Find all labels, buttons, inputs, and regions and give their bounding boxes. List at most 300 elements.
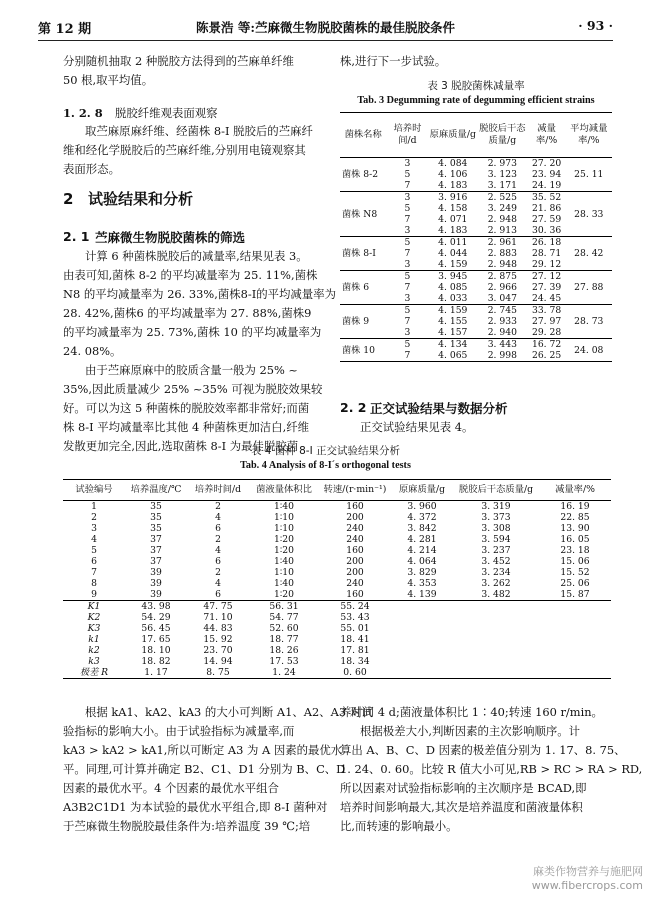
table-cell: 4. 183 — [438, 180, 468, 191]
running-title: 陈景浩 等:苎麻微生物脱胶菌株的最佳脱胶条件 — [196, 20, 455, 35]
table4-caption-cn: 表 4 菌种 8-I 正交试验结果分析 — [250, 445, 401, 457]
table-cell: 18. 10 — [141, 645, 171, 656]
summary-row — [63, 634, 611, 645]
watermark-line: www.fibercrops.com — [531, 879, 643, 892]
table-cell: 3 — [404, 192, 411, 203]
table-cell: 1 — [91, 501, 97, 512]
table-cell: 3. 945 — [438, 271, 468, 282]
table-cell: 4. 044 — [438, 248, 468, 259]
table-cell: 3. 171 — [487, 180, 517, 191]
table-cell: 37 — [150, 556, 162, 567]
table-cell: 8 — [91, 578, 97, 589]
table-cell: 4. 214 — [407, 545, 437, 556]
col-header: 菌株名称 — [344, 129, 382, 140]
table-cell: 16. 72 — [531, 339, 562, 350]
table-cell: 3. 960 — [407, 501, 437, 512]
body-line: 取苎麻原麻纤维、经菌株 8-I 脱胶后的苎麻纤 — [85, 124, 313, 138]
table-3 — [340, 112, 612, 362]
body-line: 28. 42%,菌株6 的平均减量率为 27. 88%,菌株9 — [63, 306, 312, 320]
average-cell: 28. 42 — [574, 248, 604, 259]
table-cell: 3. 842 — [407, 523, 437, 534]
summary-row — [63, 645, 611, 656]
table-cell: 18. 77 — [269, 634, 299, 645]
body-line: 计算 6 种菌株脱胶后的减量率,结果见表 3。 — [85, 249, 308, 263]
table-cell: 43. 98 — [141, 601, 171, 612]
table-cell: 5 — [404, 169, 411, 180]
strain-cell: 菌株 9 — [342, 316, 370, 327]
col-header: 转速/(r·min⁻¹) — [323, 484, 387, 495]
table-cell: 5 — [404, 271, 411, 282]
table-cell: 3. 237 — [481, 545, 511, 556]
empty-cell — [539, 645, 611, 656]
table-cell: 15. 92 — [203, 634, 233, 645]
body-line: N8 的平均减量率为 26. 33%,菌株8-I的平均减量率为 — [63, 287, 336, 301]
table-cell: 3 — [404, 293, 411, 304]
table-4 — [63, 479, 611, 679]
col-header: 脱胶后干态质量/g — [458, 484, 534, 495]
table-cell: 7 — [404, 180, 411, 191]
body-line: 株,进行下一步试验。 — [340, 54, 447, 68]
table-cell: 160 — [346, 589, 364, 600]
table-cell: 35 — [150, 512, 162, 523]
table-cell: 3. 234 — [481, 567, 511, 578]
section-number: 2. 1 — [63, 229, 90, 244]
summary-row — [63, 667, 611, 679]
col-header: 培养温度/℃ — [130, 484, 182, 495]
strain-cell: 菌株 8-I — [342, 248, 376, 259]
section-number: 2 — [63, 190, 74, 208]
table-cell: 2. 948 — [487, 259, 517, 270]
section-number: 1. 2. 8 — [63, 106, 103, 120]
table-cell: 2 — [215, 501, 221, 512]
table-row — [63, 556, 611, 567]
table-cell: 4. 159 — [438, 259, 468, 270]
table-cell: 5 — [91, 545, 97, 556]
table-cell: 18. 82 — [141, 656, 171, 667]
table-cell: 35 — [150, 523, 162, 534]
table-cell: 29. 12 — [531, 259, 562, 270]
body-line: 分别随机抽取 2 种脱胶方法得到的苎麻单纤维 — [63, 54, 294, 68]
empty-cell — [539, 612, 611, 623]
empty-cell — [391, 612, 453, 623]
table-cell: 37 — [150, 545, 162, 556]
table-cell: 2 — [91, 512, 97, 523]
table-cell: 7 — [404, 214, 411, 225]
section-heading: 试验结果和分析 — [88, 190, 194, 208]
empty-cell — [391, 656, 453, 667]
table-cell: 4. 084 — [438, 158, 468, 169]
table-cell: 4 — [215, 512, 221, 523]
table-cell: 27. 39 — [531, 282, 562, 293]
strain-cell: 菌株 6 — [342, 282, 370, 293]
table-cell: 30. 36 — [531, 225, 562, 236]
summary-row — [63, 656, 611, 667]
table-cell: 3. 249 — [487, 203, 517, 214]
table-cell: 1∶10 — [274, 512, 294, 523]
table-cell: 4. 071 — [438, 214, 468, 225]
col-header: 菌液量体积比 — [256, 484, 312, 495]
table-cell: 3. 308 — [481, 523, 511, 534]
table-cell: 7 — [404, 350, 411, 361]
table-cell: 3 — [404, 327, 411, 338]
table-row — [63, 501, 611, 513]
table-cell: 4. 106 — [438, 169, 468, 180]
table-cell: 35. 52 — [531, 192, 562, 203]
body-line: 好。可以为这 5 种菌株的脱胶效率都非常好;而菌 — [63, 401, 310, 415]
table-cell: 240 — [346, 523, 364, 534]
row-label: K3 — [87, 623, 101, 634]
table-cell: 1. 24 — [272, 667, 296, 678]
empty-cell — [453, 634, 539, 645]
table-cell: 4. 281 — [407, 534, 437, 545]
body-line: 养时间 4 d;菌液量体积比 1∶40;转速 160 r/min。 — [340, 705, 603, 719]
table-cell: 1∶40 — [274, 501, 294, 512]
table-cell: 26. 25 — [531, 350, 562, 361]
table-cell: 7 — [404, 248, 411, 259]
body-line: 维和经化学脱胶后的苎麻纤维,分别用电镜观察其 — [63, 143, 306, 157]
table-cell: 200 — [346, 567, 364, 578]
average-cell: 28. 73 — [574, 316, 604, 327]
table-cell: 27. 20 — [531, 158, 562, 169]
table-cell: 0. 60 — [343, 667, 367, 678]
body-line: 50 根,取平均值。 — [63, 73, 154, 87]
table-cell: 39 — [150, 567, 162, 578]
body-line: 培养时间影响最大,其次是培养温度和菌液量体积 — [340, 800, 583, 814]
table-cell: 22. 85 — [560, 512, 590, 523]
table-cell: 2. 875 — [487, 271, 517, 282]
row-label: k3 — [88, 656, 100, 667]
table-cell: 1∶40 — [274, 578, 294, 589]
table-cell: 2. 745 — [487, 305, 517, 316]
table-cell: 23. 94 — [531, 169, 562, 180]
empty-cell — [453, 656, 539, 667]
strain-cell: 菌株 10 — [342, 344, 375, 356]
table-cell: 160 — [346, 545, 364, 556]
table-row — [63, 567, 611, 578]
table-cell: 3. 262 — [481, 578, 511, 589]
table-cell: 17. 81 — [340, 645, 370, 656]
table-cell: 6 — [91, 556, 97, 567]
table-cell: 3. 123 — [487, 169, 517, 180]
table-cell: 200 — [346, 512, 364, 523]
table-cell: 2. 933 — [487, 316, 517, 327]
body-line: kA3 > kA2 > kA1,所以可断定 A3 为 A 因素的最优水 — [63, 743, 343, 757]
empty-cell — [453, 612, 539, 623]
empty-cell — [391, 623, 453, 634]
average-cell: 25. 11 — [574, 169, 604, 180]
table-cell: 15. 87 — [560, 589, 590, 600]
table-row — [63, 534, 611, 545]
empty-cell — [453, 623, 539, 634]
col-header: 培养时间/d — [393, 123, 422, 146]
col-header: 试验编号 — [75, 484, 113, 495]
row-label: k2 — [88, 645, 100, 656]
table-cell: 2 — [215, 567, 221, 578]
body-line: 平。同理,可计算并确定 B2、C1、D1 分别为 B、C、D — [63, 762, 346, 776]
table-cell: 29. 28 — [531, 327, 562, 338]
table-cell: 8. 75 — [206, 667, 230, 678]
table-cell: 27. 59 — [531, 214, 562, 225]
table-cell: 5 — [404, 203, 411, 214]
table-cell: 7 — [91, 567, 97, 578]
body-line: 根据极差大小,判断因素的主次影响顺序。计 — [360, 724, 581, 738]
table-cell: 21. 86 — [531, 203, 562, 214]
table4-caption-en: Tab. 4 Analysis of 8-I´s orthogonal tests — [240, 460, 411, 471]
body-line: 株 8-I 平均减量率比其他 4 种菌株更加洁白,纤维 — [63, 420, 309, 434]
table-cell: 4 — [215, 578, 221, 589]
table-cell: 55. 01 — [340, 623, 370, 634]
table-cell: 23. 18 — [560, 545, 590, 556]
table-cell: 2. 913 — [487, 225, 517, 236]
header-rule — [38, 40, 613, 41]
average-cell: 27. 88 — [574, 282, 604, 293]
table-cell: 18. 26 — [269, 645, 299, 656]
table-cell: 23. 70 — [203, 645, 233, 656]
table-cell: 3. 443 — [487, 339, 517, 350]
empty-cell — [453, 601, 539, 613]
table-cell: 56. 31 — [269, 601, 299, 612]
table-cell: 28. 71 — [531, 248, 562, 259]
table-cell: 5 — [404, 339, 411, 350]
table-row — [63, 545, 611, 556]
table-cell: 2. 525 — [487, 192, 517, 203]
table-cell: 4. 033 — [438, 293, 468, 304]
table-cell: 37 — [150, 534, 162, 545]
table-cell: 200 — [346, 556, 364, 567]
table-cell: 5 — [404, 237, 411, 248]
table-cell: 1∶20 — [274, 545, 294, 556]
table-cell: 56. 45 — [141, 623, 171, 634]
section-title: 脱胶纤维观表面观察 — [115, 106, 218, 120]
table-cell: 3 — [404, 158, 411, 169]
table-row — [340, 271, 612, 283]
table-cell: 47. 75 — [203, 601, 233, 612]
table-cell: 15. 52 — [560, 567, 590, 578]
table-cell: 16. 05 — [560, 534, 590, 545]
col-header: 减量率/% — [555, 484, 595, 495]
strain-cell: 菌株 N8 — [342, 208, 378, 220]
col-header: 减量率/% — [535, 123, 558, 146]
table-cell: 3. 482 — [481, 589, 511, 600]
table-cell: 39 — [150, 578, 162, 589]
table-cell: 7 — [404, 316, 411, 327]
table-cell: 39 — [150, 589, 162, 600]
table-cell: 15. 06 — [560, 556, 590, 567]
average-cell: 24. 08 — [574, 344, 604, 356]
table-cell: 27. 12 — [531, 271, 562, 282]
col-header: 原麻质量/g — [398, 484, 446, 495]
body-line: 于苎麻微生物脱胶最佳条件为:培养温度 39 ℃;培 — [63, 819, 311, 833]
body-line: 1. 24、0. 60。比较 R 值大小可见,RB > RC > RA > RD, — [340, 762, 643, 776]
table-cell: 2. 998 — [487, 350, 517, 361]
col-header: 脱胶后干态质量/g — [479, 123, 526, 146]
average-cell: 28. 33 — [574, 208, 604, 220]
body-line: 表面形态。 — [63, 162, 120, 176]
row-label: k1 — [88, 634, 100, 645]
table-cell: 4. 085 — [438, 282, 468, 293]
table-cell: 24. 19 — [531, 180, 562, 191]
empty-cell — [539, 667, 611, 679]
table-row — [340, 237, 612, 249]
table-cell: 18. 41 — [340, 634, 370, 645]
table-cell: 18. 34 — [340, 656, 370, 667]
body-line: 比,而转速的影响最小。 — [340, 819, 458, 833]
row-label: K2 — [87, 612, 101, 623]
table-header-row — [63, 480, 611, 501]
table-cell: 3. 452 — [481, 556, 511, 567]
body-line: A3B2C1D1 为本试验的最优水平组合,即 8-I 菌种对 — [63, 800, 328, 814]
col-header: 培养时间/d — [194, 484, 242, 495]
table-cell: 2. 973 — [487, 158, 517, 169]
table-header-row — [340, 113, 612, 158]
table-cell: 71. 10 — [203, 612, 233, 623]
body-line: 所以因素对试验指标影响的主次顺序是 BCAD,即 — [340, 781, 587, 795]
body-line: 验指标的影响大小。由于试验指标为减量率,而 — [63, 724, 295, 738]
section-heading: 正交试验结果与数据分析 — [370, 401, 508, 416]
table3-caption-cn: 表 3 脱胶菌株减量率 — [427, 80, 525, 92]
table-cell: 3. 047 — [487, 293, 517, 304]
table-cell: 25. 06 — [560, 578, 590, 589]
empty-cell — [453, 645, 539, 656]
empty-cell — [391, 634, 453, 645]
table-cell: 4. 064 — [407, 556, 437, 567]
table-cell: 44. 83 — [203, 623, 233, 634]
table-cell: 7 — [404, 282, 411, 293]
table-cell: 52. 60 — [269, 623, 299, 634]
table-row — [340, 192, 612, 204]
section-number: 2. 2 — [340, 400, 367, 415]
table-cell: 4. 155 — [438, 316, 468, 327]
summary-row — [63, 623, 611, 634]
table-cell: 4. 159 — [438, 305, 468, 316]
table-cell: 4. 158 — [438, 203, 468, 214]
table-cell: 27. 97 — [531, 316, 562, 327]
table-cell: 16. 19 — [560, 501, 590, 512]
table-cell: 6 — [215, 589, 221, 600]
table-cell: 160 — [346, 501, 364, 512]
table-cell: 4. 139 — [407, 589, 437, 600]
table-cell: 4. 183 — [438, 225, 468, 236]
table-cell: 35 — [150, 501, 162, 512]
body-line: 由表可知,菌株 8-2 的平均减量率为 25. 11%,菌株 — [63, 268, 318, 282]
table-cell: 4. 372 — [407, 512, 437, 523]
table-cell: 54. 29 — [141, 612, 171, 623]
empty-cell — [539, 601, 611, 613]
table-cell: 2. 948 — [487, 214, 517, 225]
empty-cell — [391, 601, 453, 613]
body-line: 的平均减量率为 25. 73%,菌株 10 的平均减量率为 — [63, 325, 322, 339]
body-line: 算出 A、B、C、D 因素的极差值分别为 1. 17、8. 75、 — [340, 743, 626, 757]
table-cell: 3 — [91, 523, 97, 534]
table-cell: 4. 353 — [407, 578, 437, 589]
row-label: 极差 R — [79, 667, 109, 678]
summary-row — [63, 601, 611, 613]
table-cell: 3. 916 — [438, 192, 468, 203]
page-number: · 93 · — [578, 18, 613, 33]
body-line: 24. 08%。 — [63, 344, 122, 358]
empty-cell — [391, 645, 453, 656]
issue-number: 第 12 期 — [38, 22, 92, 37]
col-header: 平均减量率/% — [570, 123, 608, 146]
table-cell: 6 — [215, 556, 221, 567]
table-cell: 17. 65 — [141, 634, 171, 645]
running-header — [38, 14, 613, 38]
table-cell: 5 — [404, 305, 411, 316]
table-cell: 54. 77 — [269, 612, 299, 623]
section-heading: 苎麻微生物脱胶菌株的筛选 — [95, 230, 246, 245]
table-row — [63, 589, 611, 601]
table-cell: 3. 829 — [407, 567, 437, 578]
table-cell: 2. 940 — [487, 327, 517, 338]
summary-row — [63, 612, 611, 623]
body-line: 因素的最优水平。4 个因素的最优水平组合 — [63, 781, 279, 795]
table-cell: 3. 594 — [481, 534, 511, 545]
table-cell: 33. 78 — [531, 305, 562, 316]
table-cell: 9 — [91, 589, 97, 600]
table-row — [63, 512, 611, 523]
table-cell: 4. 011 — [438, 237, 468, 248]
table-cell: 2. 961 — [487, 237, 517, 248]
table-cell: 4 — [215, 545, 221, 556]
watermark — [532, 865, 643, 893]
table-row — [340, 158, 612, 170]
col-header: 原麻质量/g — [429, 129, 476, 140]
table-cell: 4. 157 — [438, 327, 468, 338]
table-cell: 1∶20 — [274, 589, 294, 600]
table-cell: 26. 18 — [531, 237, 562, 248]
table-cell: 24. 45 — [531, 293, 562, 304]
table-cell: 53. 43 — [340, 612, 370, 623]
body-line: 发散更加完全,因此,选取菌株 8-I 为最佳脱胶菌 — [63, 439, 299, 453]
empty-cell — [539, 623, 611, 634]
table-cell: 4. 065 — [438, 350, 468, 361]
table-cell: 3. 373 — [481, 512, 511, 523]
table-cell: 3 — [404, 225, 411, 236]
table-row — [63, 578, 611, 589]
empty-cell — [539, 634, 611, 645]
empty-cell — [539, 656, 611, 667]
table-cell: 2. 966 — [487, 282, 517, 293]
table-cell: 240 — [346, 578, 364, 589]
table-cell: 1∶10 — [274, 567, 294, 578]
body-line: 正交试验结果见表 4。 — [360, 420, 474, 434]
table-row — [340, 305, 612, 317]
body-line: 35%,因此质量减少 25% ~35% 可视为脱胶效果较 — [63, 382, 323, 396]
table-cell: 14. 94 — [203, 656, 233, 667]
table-cell: 17. 53 — [269, 656, 299, 667]
table3-caption-en: Tab. 3 Degumming rate of degumming efficient strains — [357, 95, 595, 106]
table-cell: 3 — [404, 259, 411, 270]
table-row — [340, 339, 612, 351]
table-cell: 1∶10 — [274, 523, 294, 534]
table-cell: 2. 883 — [487, 248, 517, 259]
empty-cell — [453, 667, 539, 679]
table-cell: 4. 134 — [438, 339, 468, 350]
watermark-line: 麻类作物营养与施肥网 — [533, 865, 643, 878]
table-cell: 1. 17 — [144, 667, 168, 678]
table-cell: 1∶40 — [274, 556, 294, 567]
table-cell: 6 — [215, 523, 221, 534]
table-cell: 4 — [91, 534, 97, 545]
body-line: 根据 kA1、kA2、kA3 的大小可判断 A1、A2、A3 对试 — [85, 705, 373, 719]
table-cell: 13. 90 — [560, 523, 590, 534]
empty-cell — [391, 667, 453, 679]
table-row — [63, 523, 611, 534]
table-cell: 240 — [346, 534, 364, 545]
table-cell: 1∶20 — [274, 534, 294, 545]
body-line: 由于苎麻原麻中的胶质含量一般为 25% ~ — [85, 363, 298, 377]
table-cell: 2 — [215, 534, 221, 545]
